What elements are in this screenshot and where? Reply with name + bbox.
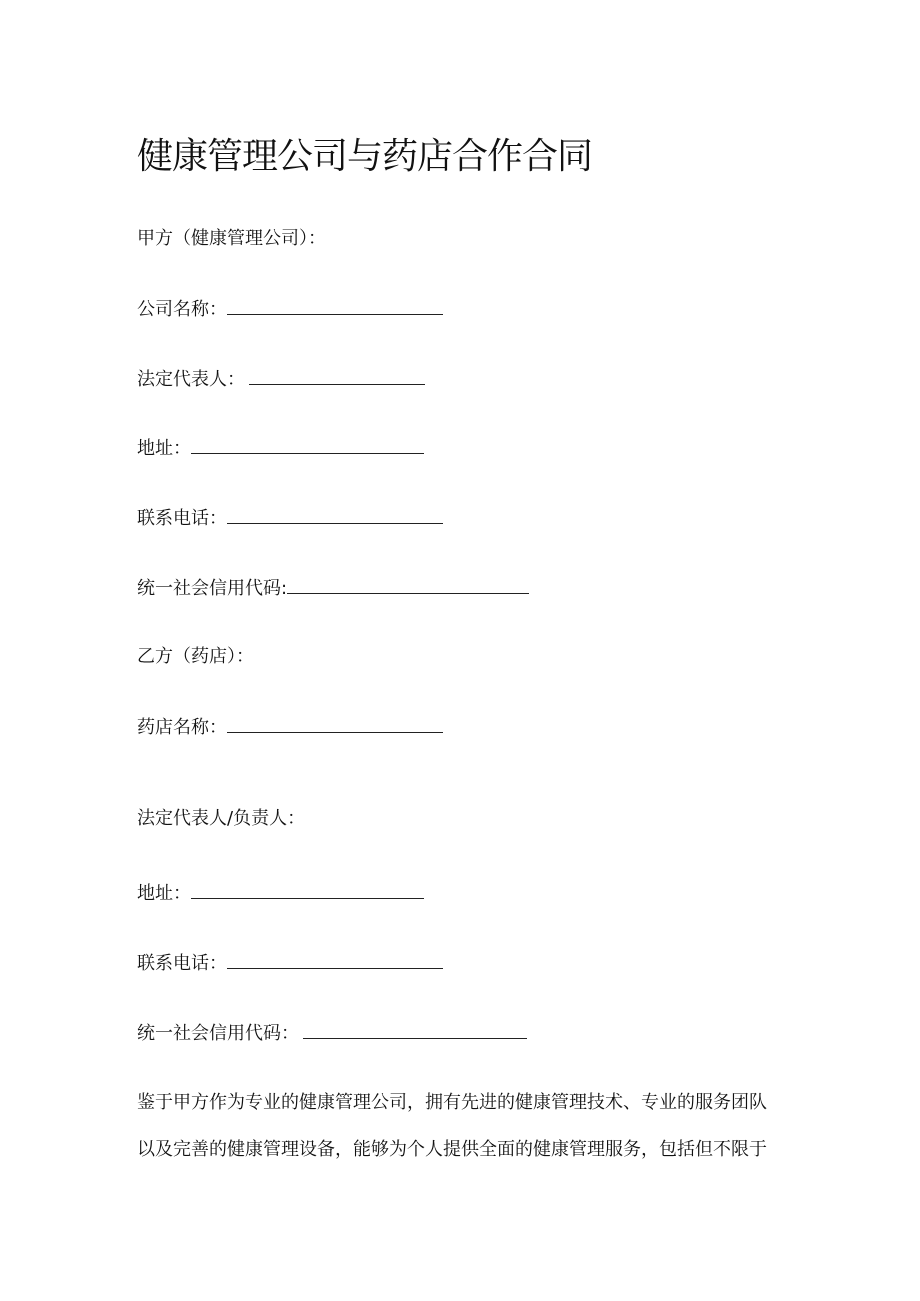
preamble-line-2: 以及完善的健康管理设备，能够为个人提供全面的健康管理服务，包括但不限于 [137,1139,767,1160]
party-a-credit-code-label: 统一社会信用代码: [137,578,288,599]
party-a-legal-rep-label: 法定代表人： [137,369,245,390]
party-a-address-blank [191,435,424,454]
preamble-line-1: 鉴于甲方作为专业的健康管理公司，拥有先进的健康管理技术、专业的服务团队 [137,1092,767,1113]
party-b-legal-rep-label: 法定代表人/负责人： [137,808,306,829]
party-a-phone-row [137,505,443,532]
party-a-legal-rep-blank [249,366,425,385]
party-b-pharmacy-name-blank [227,714,443,733]
party-a-phone-blank [227,505,443,524]
party-a-address-row [137,435,424,462]
document-title: 健康管理公司与药店合作合同 [137,136,593,177]
party-a-address-label: 地址： [137,438,191,459]
party-b-credit-code-row [137,1020,527,1047]
party-b-credit-code-blank [303,1020,527,1039]
party-b-heading: 乙方（药店）： [137,646,254,667]
party-a-company-name-label: 公司名称： [137,299,227,320]
party-b-address-row [137,880,424,907]
party-a-credit-code-blank [287,575,529,594]
party-a-company-name-row [137,296,443,323]
party-a-phone-label: 联系电话： [137,508,227,529]
party-a-heading: 甲方（健康管理公司）： [137,228,326,249]
party-a-credit-code-row [137,575,529,602]
party-b-pharmacy-name-label: 药店名称： [137,717,227,738]
party-b-phone-row [137,950,443,977]
party-b-pharmacy-name-row [137,714,443,741]
party-b-address-blank [191,880,424,899]
party-b-address-label: 地址： [137,883,191,904]
party-a-legal-rep-row [137,366,425,393]
party-a-company-name-blank [227,296,443,315]
party-b-credit-code-label: 统一社会信用代码： [137,1023,299,1044]
party-b-phone-label: 联系电话： [137,953,227,974]
party-b-phone-blank [227,950,443,969]
